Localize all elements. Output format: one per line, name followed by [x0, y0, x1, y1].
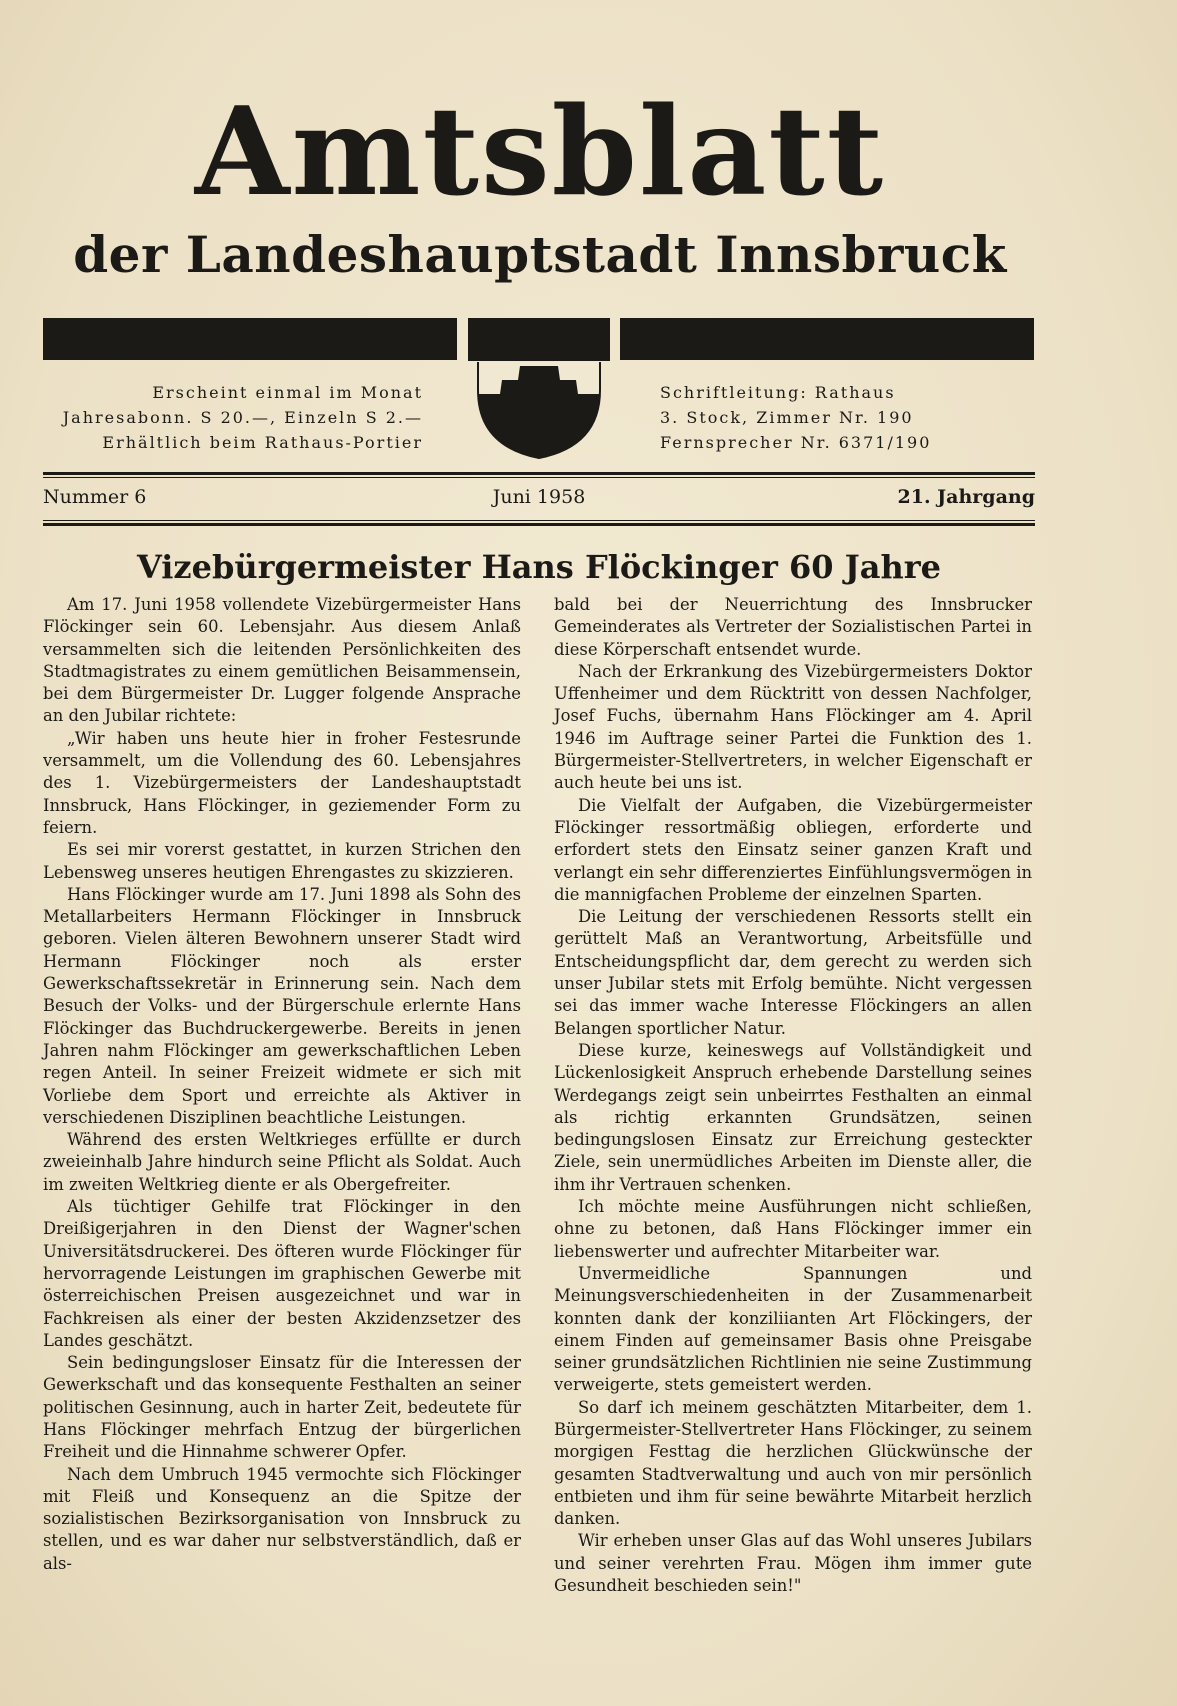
masthead-subtitle: der Landeshauptstadt Innsbruck — [73, 225, 1007, 284]
divider — [43, 477, 1035, 478]
paragraph: Die Vielfalt der Aufgaben, die Vizebürgermeister Flöckinger ressortmäßig obliegen, erforderte und erfordert stets den Einsatz seiner ganzen Kraft und verlangt ein sehr differenziertes Einfühlungsvermögen in die mannigfachen Probleme der einzelnen Sparten. — [554, 795, 1032, 904]
coat-of-arms-icon — [468, 318, 610, 462]
info-line: Erscheint einmal im Monat — [152, 383, 423, 402]
issue-number: Nummer 6 — [43, 486, 147, 508]
info-line: 3. Stock, Zimmer Nr. 190 — [660, 408, 914, 427]
masthead-bar-right — [620, 318, 1034, 360]
article-column-left — [43, 594, 521, 1575]
divider — [43, 523, 1035, 526]
article-headline: Vizebürgermeister Hans Flöckinger 60 Jahre — [136, 548, 942, 586]
paragraph: bald bei der Neuerrichtung des Innsbrucker Gemeinderates als Vertreter der Sozialistischen Partei in diese Körperschaft entsendet wurde. — [554, 595, 1032, 659]
article-column-right — [554, 594, 1032, 1597]
paragraph: Die Leitung der verschiedenen Ressorts stellt ein gerüttelt Maß an Verantwortung, Arbeitsfülle und Entscheidungspflicht dar, dem gerecht zu werden sich unser Jubilar stets mit Erfolg bemühte. Nicht vergessen sei das immer wache Interesse Flöckingers an allen Belangen sportlicher Natur. — [554, 907, 1032, 1038]
paragraph: Wir erheben unser Glas auf das Wohl unseres Jubilars und seiner verehrten Frau. Mögen ihm immer gute Gesundheit beschieden sein!" — [554, 1531, 1032, 1596]
issue-date: Juni 1958 — [492, 486, 586, 508]
paragraph: Sein bedingungsloser Einsatz für die Interessen der Gewerkschaft und das konsequente Festhalten an seiner politischen Gesinnung, auch in harter Zeit, bedeutete für Hans Flöckinger mehrfach Entzug der bürgerlichen Freiheit und die Hinnahme schwerer Opfer. — [43, 1353, 521, 1462]
info-line: Schriftleitung: Rathaus — [660, 383, 896, 402]
info-line: Erhältlich beim Rathaus-Portier — [102, 433, 423, 452]
paragraph: Am 17. Juni 1958 vollendete Vizebürgermeister Hans Flöckinger sein 60. Lebensjahr. Aus diesem Anlaß versammelten sich die leitenden Persönlichkeiten des Stadtmagistrates zu einem gemütlichen Beisammensein, bei dem Bürgermeister Dr. Lugger folgende Ansprache an den Jubilar richtete: — [43, 595, 521, 726]
info-line: Jahresabonn. S 20.—, Einzeln S 2.— — [62, 408, 423, 427]
divider — [43, 472, 1035, 475]
paragraph: „Wir haben uns heute hier in froher Festesrunde versammelt, um die Vollendung des 60. Lebensjahres des 1. Vizebürgermeisters der Landeshauptstadt Innsbruck, Hans Flöckinger, in geziemender Form zu feiern. — [43, 728, 521, 837]
info-line: Fernsprecher Nr. 6371/190 — [660, 433, 932, 452]
editorial-info — [660, 380, 1040, 455]
paragraph: Hans Flöckinger wurde am 17. Juni 1898 als Sohn des Metallarbeiters Hermann Flöckinger in Innsbruck geboren. Vielen älteren Bewohnern unserer Stadt wird Hermann Flöckinger noch als erster Gewerkschaftssekretär in Erinnerung sein. Nach dem Besuch der Volks- und der Bürgerschule erlernte Hans Flöckinger das Buchdruckergewerbe. Bereits in jenen Jahren nahm Flöckinger am gewerkschaftlichen Leben regen Anteil. In seiner Freizeit widmete er sich mit Vorliebe dem Sport und erreichte als Aktiver in verschiedenen Disziplinen beachtliche Leistungen. — [43, 884, 521, 1127]
paragraph: Während des ersten Weltkrieges erfüllte er durch zweieinhalb Jahre hindurch seine Pflicht als Soldat. Auch im zweiten Weltkrieg diente er als Obergefreiter. — [43, 1130, 521, 1194]
paragraph: So darf ich meinem geschätzten Mitarbeiter, dem 1. Bürgermeister-Stellvertreter Hans Flöckinger, zu seinem morgigen Festtag die herzlichen Glückwünsche der gesamten Stadtverwaltung und auch von mir persönlich entbieten und ihm für seine bewährte Mitarbeit herzlich danken. — [554, 1397, 1032, 1529]
paragraph: Nach der Erkrankung des Vizebürgermeisters Doktor Uffenheimer und dem Rücktritt von dessen Nachfolger, Josef Fuchs, übernahm Hans Flöckinger am 4. April 1946 im Auftrage seiner Partei die Funktion des 1. Bürgermeister-Stellvertreters, in welcher Eigenschaft er auch heute bei uns ist. — [554, 661, 1032, 793]
paragraph: Diese kurze, keineswegs auf Vollständigkeit und Lückenlosigkeit Anspruch erhebende Darstellung seines Werdegangs zeigt sein unbeirrtes Festhalten an einmal als richtig erkannten Grundsätzen, seinen bedingungslosen Einsatz zur Erreichung gesteckter Ziele, sein unermüdliches Arbeiten im Dienste aller, die ihm ihr Vertrauen schenken. — [554, 1040, 1032, 1194]
paragraph: Als tüchtiger Gehilfe trat Flöckinger in den Dreißigerjahren in den Dienst der Wagner'schen Universitätsdruckerei. Des öfteren wurde Flöckinger für hervorragende Leistungen im graphischen Gewerbe mit österreichischen Preisen ausgezeichnet und war in Fachkreisen als einer der besten Akzidenzsetzer des Landes geschätzt. — [43, 1197, 521, 1350]
issue-volume: 21. Jahrgang — [897, 486, 1035, 508]
issue-line — [43, 486, 1035, 516]
masthead-bar-left — [43, 318, 457, 360]
divider — [43, 520, 1035, 521]
paragraph: Unvermeidliche Spannungen und Meinungsverschiedenheiten in der Zusammenarbeit konnten dank der konziliianten Art Flöckingers, der einem Finden auf gemeinsamer Basis ohne Preisgabe seiner grundsätzlichen Richtlinien nie seine Zustimmung verweigerte, stets gemeistert werden. — [554, 1263, 1032, 1395]
masthead-title: Amtsblatt — [194, 79, 886, 223]
publication-info — [40, 380, 423, 455]
paragraph: Es sei mir vorerst gestattet, in kurzen Strichen den Lebensweg unseres heutigen Ehrengastes zu skizzieren. — [43, 840, 521, 882]
paragraph: Nach dem Umbruch 1945 vermochte sich Flöckinger mit Fleiß und Konsequenz an die Spitze der sozialistischen Bezirksorganisation von Innsbruck zu stellen, und es war daher nur selbstverständlich, daß er als- — [43, 1464, 521, 1573]
paragraph: Ich möchte meine Ausführungen nicht schließen, ohne zu betonen, daß Hans Flöckinger immer ein liebenswerter und aufrechter Mitarbeiter war. — [554, 1197, 1032, 1261]
